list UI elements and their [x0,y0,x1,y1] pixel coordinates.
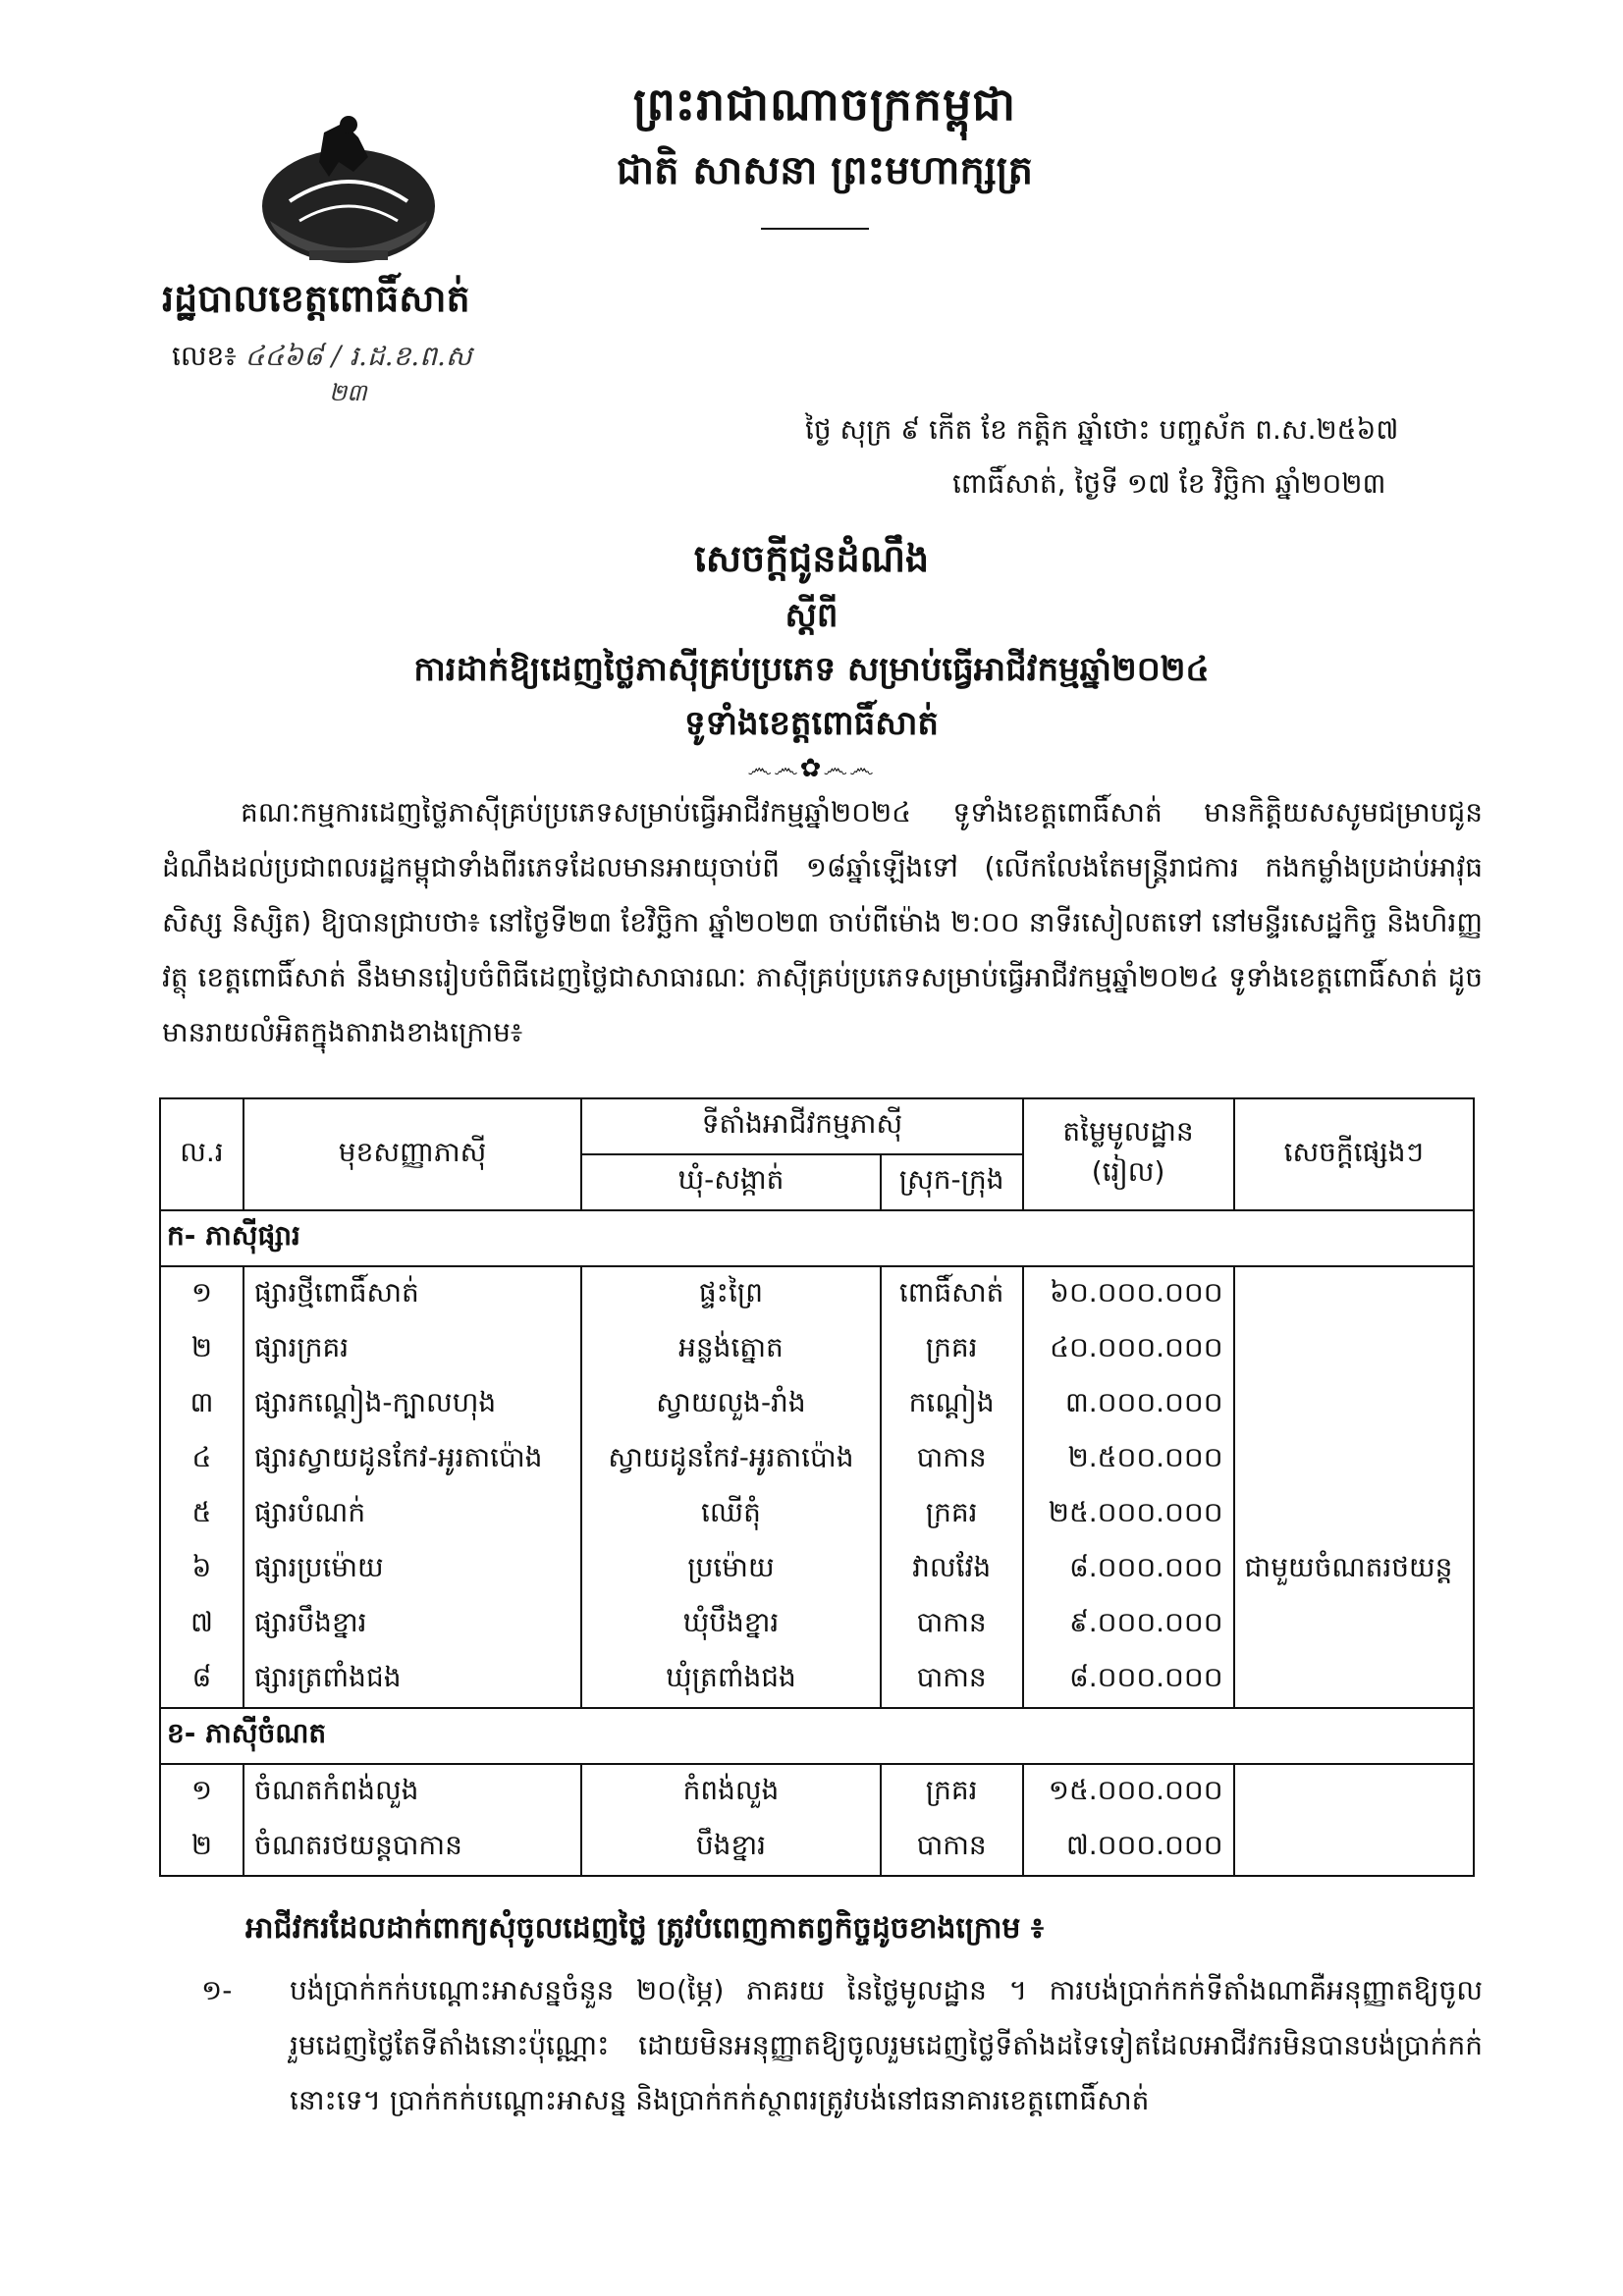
document-subject: ការដាក់ឱ្យដេញថ្លៃភាស៊ីគ្រប់ប្រភេទ សម្រាប់ធ្វើអាជីវកម្មឆ្នាំ២០២៤ [413,650,1210,689]
cell-district: បាកាន [881,1597,1023,1652]
cell-name: ផ្សារត្រពាំងជង [243,1652,581,1708]
cell-remarks: ជាមួយចំណតរថយន្ត [1234,1542,1474,1597]
cell-district: ក្រគរ [881,1322,1023,1377]
cell-district: វាលវែង [881,1542,1023,1597]
table-row [160,1820,1474,1876]
header-no: ល.រ [160,1098,243,1210]
header-location: ទីតាំងអាជីវកម្មភាស៊ី [581,1098,1022,1154]
cell-commune: ឃុំត្រពាំងជង [581,1652,880,1708]
header-price-line2: (រៀល) [1091,1155,1165,1188]
cell-price: ២.៥០០.០០០ [1023,1432,1234,1487]
cell-district: ពោធិ៍សាត់ [881,1266,1023,1322]
cell-commune: ឃុំបឹងខ្នារ [581,1597,880,1652]
cell-name: ផ្សារថ្មីពោធិ៍សាត់ [243,1266,581,1322]
cell-district: កណ្តៀង [881,1377,1023,1432]
cell-commune: អន្លង់ត្នោត [581,1322,880,1377]
cell-remarks [1234,1432,1474,1487]
cell-name: ផ្សារស្វាយដូនកែវ-អូរតាប៉ោង [243,1432,581,1487]
cell-name: ចំណតកំពង់លួង [243,1764,581,1820]
cell-commune: ឈើតុំ [581,1487,880,1542]
cell-district: ក្រគរ [881,1764,1023,1820]
table-row [160,1764,1474,1820]
reference-number [172,339,472,379]
requirement-item-1-number: ១- [201,1974,233,2006]
cell-no: ៥ [160,1487,243,1542]
motto-divider [761,228,869,230]
cell-name: ផ្សារបំណក់ [243,1487,581,1542]
table-row [160,1597,1474,1652]
table-row [160,1487,1474,1542]
cell-district: បាកាន [881,1432,1023,1487]
announcement-paragraph: គណៈកម្មការដេញថ្លៃភាស៊ីគ្រប់ប្រភេទសម្រាប់ធ្វើអាជីវកម្មឆ្នាំ២០២៤ ទូទាំងខេត្តពោធិ៍សាត់ មានកិត្តិយសសូមជម្រាបជូនដំណឹងដល់ប្រជាពលរដ្ឋកម្ពុជាទាំងពីរភេទដែលមានអាយុចាប់ពី ១៨ឆ្នាំឡើងទៅ (លើកលែងតែមន្ត្រីរាជការ កងកម្លាំងប្រដាប់អាវុធ សិស្ស និស្សិត) ឱ្យបានជ្រាបថា៖ នៅថ្ងៃទី២៣ ខែវិច្ឆិកា ឆ្នាំ២០២៣ ចាប់ពីម៉ោង ២:០០ នាទីរសៀលតទៅ នៅមន្ទីរសេដ្ឋកិច្ច និងហិរញ្ញវត្ថុ ខេត្តពោធិ៍សាត់ នឹងមានរៀបចំពិធីដេញថ្លៃជាសាធារណៈ ភាស៊ីគ្រប់ប្រភេទសម្រាប់ធ្វើអាជីវកម្មឆ្នាំ២០២៤ ទូទាំងខេត្តពោធិ៍សាត់ ដូចមានរាយលំអិតក្នុងតារាងខាងក្រោម៖ [162,796,1483,1048]
cell-commune: ផ្ទះព្រៃ [581,1266,880,1322]
royal-emblem-icon [250,103,447,270]
cell-no: ២ [160,1322,243,1377]
cell-remarks [1234,1487,1474,1542]
cell-price: ៤០.០០០.០០០ [1023,1322,1234,1377]
cell-no: ៣ [160,1377,243,1432]
cell-price: ២៥.០០០.០០០ [1023,1487,1234,1542]
cell-name: ផ្សារបឹងខ្នារ [243,1597,581,1652]
cell-remarks [1234,1764,1474,1820]
cell-no: ១ [160,1266,243,1322]
cell-name: ផ្សារប្រម៉ោយ [243,1542,581,1597]
section-parking-tax: ខ- ភាស៊ីចំណត [160,1708,1474,1764]
cell-remarks [1234,1377,1474,1432]
cell-price: ៣.០០០.០០០ [1023,1377,1234,1432]
cell-price: ៨.០០០.០០០ [1023,1652,1234,1708]
table-row [160,1322,1474,1377]
cell-commune: ប្រម៉ោយ [581,1542,880,1597]
document-title: សេចក្តីជូនដំណឹង [693,537,930,580]
reference-value: ៤៤៦៨ / រ.ដ.ខ.ព.ស [244,340,472,372]
cell-price: ៧.០០០.០០០ [1023,1820,1234,1876]
cell-commune: កំពង់លួង [581,1764,880,1820]
ornament-divider: ෴෴✿෴෴ [747,754,876,783]
document-subtitle-about: ស្តីពី [784,596,839,635]
kingdom-title: ព្រះរាជាណាចក្រកម្ពុជា [632,78,1017,131]
lunar-date: ថ្ងៃ សុក្រ ៩ កើត ខែ កត្តិក ឆ្នាំថោះ បញ្ចស័ក ព.ស.២៥៦៧ [805,413,1399,446]
cell-price: ៦០.០០០.០០០ [1023,1266,1234,1322]
header-price-line1: តម្លៃមូលដ្ឋាន [1062,1115,1194,1148]
table-row [160,1266,1474,1322]
cell-name: ផ្សារកណ្តៀង-ក្បាលហុង [243,1377,581,1432]
cell-name: ផ្សារក្រគរ [243,1322,581,1377]
cell-name: ចំណតរថយន្តបាកាន [243,1820,581,1876]
cell-remarks [1234,1322,1474,1377]
requirements-heading: អាជីវករដែលដាក់ពាក្យសុំចូលដេញថ្លៃ ត្រូវបំពេញកាតព្វកិច្ចដូចខាងក្រោម ៖ [245,1911,1045,1946]
header-price [1023,1098,1234,1210]
cell-no: ៦ [160,1542,243,1597]
requirement-item-1 [201,1963,1483,2128]
cell-no: ៨ [160,1652,243,1708]
reference-sub: ២៣ [329,379,367,406]
tax-table [159,1097,1475,1877]
cell-commune: ស្វាយលួង-រាំង [581,1377,880,1432]
cell-price: ៨.០០០.០០០ [1023,1542,1234,1597]
solar-date: ពោធិ៍សាត់, ថ្ងៃទី ១៧ ខែ វិច្ឆិកា ឆ្នាំ២០២៣ [952,467,1386,500]
section-market-tax: ក- ភាស៊ីផ្សារ [160,1210,1474,1266]
cell-district: បាកាន [881,1652,1023,1708]
reference-label: លេខ៖ [172,340,237,372]
cell-district: បាកាន [881,1820,1023,1876]
header-commune: ឃុំ-សង្កាត់ [581,1154,880,1210]
cell-no: ១ [160,1764,243,1820]
cell-price: ៩.០០០.០០០ [1023,1597,1234,1652]
cell-remarks [1234,1652,1474,1708]
document-scope: ទូទាំងខេត្តពោធិ៍សាត់ [684,704,939,743]
requirement-item-1-text: បង់ប្រាក់កក់បណ្តោះអាសន្នចំនួន ២០(ម្ភៃ) ភាគរយ នៃថ្លៃមូលដ្ឋាន ។ ការបង់ប្រាក់កក់ទីតាំងណាគឺអនុញ្ញាតឱ្យចូលរួមដេញថ្លៃតែទីតាំងនោះប៉ុណ្ណោះ ដោយមិនអនុញ្ញាតឱ្យចូលរួមដេញថ្លៃទីតាំងដទៃទៀតដែលអាជីវករមិនបានបង់ប្រាក់កក់នោះទេ។ ប្រាក់កក់បណ្តោះអាសន្ន និងប្រាក់កក់ស្ថាពរត្រូវបង់នៅធនាគារខេត្តពោធិ៍សាត់ [290,1974,1483,2116]
cell-no: ៤ [160,1432,243,1487]
header-district: ស្រុក-ក្រុង [881,1154,1023,1210]
table-row [160,1432,1474,1487]
cell-district: ក្រគរ [881,1487,1023,1542]
table-row [160,1542,1474,1597]
cell-remarks [1234,1820,1474,1876]
header-remarks: សេចក្តីផ្សេងៗ [1234,1098,1474,1210]
cell-commune: បឹងខ្នារ [581,1820,880,1876]
issuing-authority: រដ្ឋបាលខេត្តពោធិ៍សាត់ [162,277,470,320]
table-row [160,1652,1474,1708]
cell-no: ២ [160,1820,243,1876]
cell-price: ១៥.០០០.០០០ [1023,1764,1234,1820]
cell-remarks [1234,1597,1474,1652]
cell-no: ៧ [160,1597,243,1652]
table-row [160,1377,1474,1432]
cell-remarks [1234,1266,1474,1322]
header-name: មុខសញ្ញាភាស៊ី [243,1098,581,1210]
cell-commune: ស្វាយដូនកែវ-អូរតាប៉ោង [581,1432,880,1487]
national-motto: ជាតិ សាសនា ព្រះមហាក្សត្រ [617,148,1033,193]
